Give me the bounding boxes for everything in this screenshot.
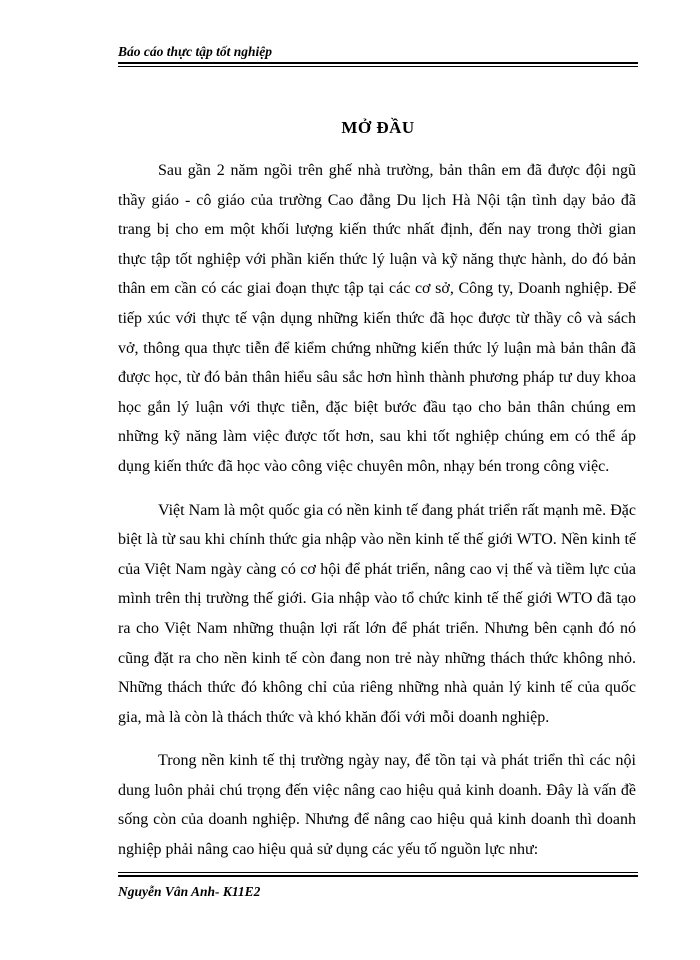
header-rule-thick	[118, 62, 638, 64]
header-title: Báo cáo thực tập tốt nghiệp	[118, 44, 272, 59]
paragraph-2: Việt Nam là một quốc gia có nền kinh tế đang phát triển rất mạnh mẽ. Đặc biệt là từ sau khi chính thức gia nhập vào nền kinh tế thế giới WTO. Nền kinh tế của Việt Nam ngày càng có cơ hội để phát triển, nâng cao vị thế và tiềm lực của mình trên thị trường thế giới. Gia nhập vào tổ chức kinh tế thế giới WTO đã tạo ra cho Việt Nam những thuận lợi rất lớn để phát triển. Nhưng bên cạnh đó nó cũng đặt ra cho nền kinh tế còn đang non trẻ này những thách thức không nhỏ. Những thách thức đó không chỉ của riêng những nhà quản lý kinh tế của quốc gia, mà là còn là thách thức và khó khăn đối với mỗi doanh nghiệp.	[118, 501, 636, 726]
footer-rule-thin	[118, 872, 638, 873]
document-heading: MỞ ĐẦU	[341, 118, 415, 137]
paragraph-1: Sau gần 2 năm ngồi trên ghế nhà trường, bản thân em đã được đội ngũ thầy giáo - cô giáo của trường Cao đẳng Du lịch Hà Nội tận tình dạy bảo đã trang bị cho em một khối lượng kiến thức nhất định, đến nay trong thời gian thực tập tốt nghiệp với phần kiến thức lý luận và kỹ năng thực hành, do đó bản thân em cần có các giai đoạn thực tập tại các cơ sở, Công ty, Doanh nghiệp. Để tiếp xúc với thực tế vận dụng những kiến thức đã học được từ thầy cô và sách vở, thông qua thực tiễn để kiểm chứng những kiến thức lý luận mà bản thân đã được học, từ đó bản thân hiểu sâu sắc hơn hình thành phương pháp tư duy khoa học gắn lý luận với thực tiễn, đặc biệt bước đầu tạo cho bản thân chúng em những kỹ năng làm việc được tốt hơn, sau khi tốt nghiệp chúng em có thể áp dụng kiến thức đã học vào công việc chuyên môn, nhạy bén trong công việc.	[118, 162, 636, 475]
page-header	[118, 44, 638, 66]
document-body	[118, 156, 636, 879]
page-footer	[118, 872, 638, 902]
footer-author: Nguyễn Vân Anh- K11E2	[118, 884, 261, 899]
header-rule-thin	[118, 66, 638, 67]
paragraph-3: Trong nền kinh tế thị trường ngày nay, để tồn tại và phát triển thì các nội dung luôn phải chú trọng đến việc nâng cao hiệu quả kinh doanh. Đây là vấn đề sống còn của doanh nghiệp. Nhưng để nâng cao hiệu quả kinh doanh thì doanh nghiệp phải nâng cao hiệu quả sử dụng các yếu tố nguồn lực như:	[118, 752, 636, 859]
footer-rule-thick	[118, 875, 638, 877]
